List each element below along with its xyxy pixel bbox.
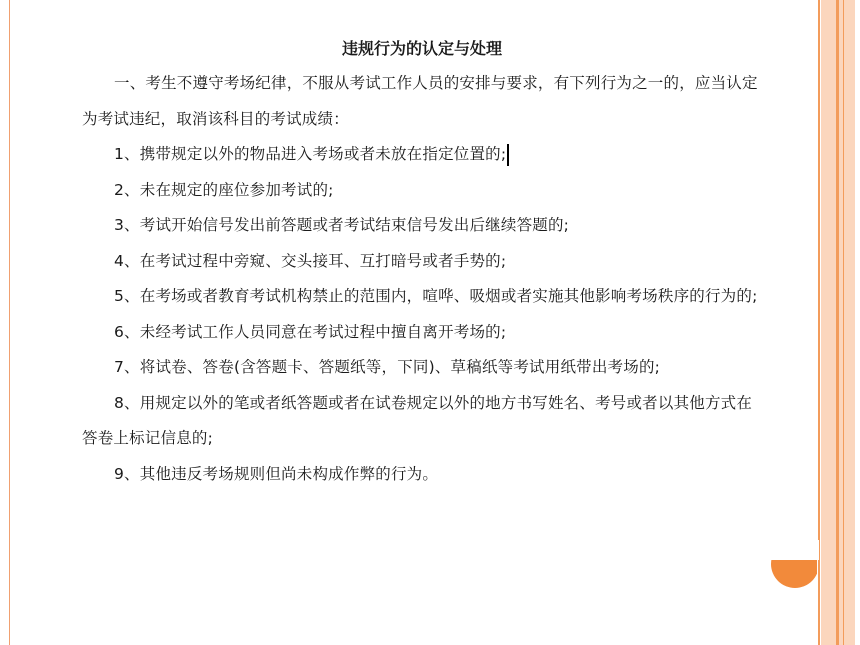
list-item: 8、用规定以外的笔或者纸答题或者在试卷规定以外的地方书写姓名、考号或者以其他方式在答卷上标记信息的; [82, 393, 753, 447]
intro-paragraph: 一、考生不遵守考场纪律，不服从考试工作人员的安排与要求，有下列行为之一的，应当认定为考试违纪，取消该科目的考试成绩： [82, 74, 758, 128]
right-bar-stripe [836, 0, 839, 645]
document-body [82, 32, 762, 492]
list-item: 5、在考场或者教育考试机构禁止的范围内，喧哗、吸烟或者实施其他影响考场秩序的行为的; [114, 287, 758, 305]
list-item: 3、考试开始信号发出前答题或者考试结束信号发出后继续答题的; [114, 216, 570, 234]
list-item: 2、未在规定的座位参加考试的; [114, 180, 334, 199]
list-item: 4、在考试过程中旁窥、交头接耳、互打暗号或者手势的; [114, 251, 507, 270]
list-item [82, 137, 762, 173]
text-cursor [507, 144, 509, 166]
list-item: 7、将试卷、答卷(含答题卡、答题纸等，下同)、草稿纸等考试用纸带出考场的; [114, 358, 661, 376]
list-item: 6、未经考试工作人员同意在考试过程中擅自离开考场的; [114, 322, 507, 341]
right-bar-stripe-thin [843, 0, 844, 645]
list-item-text: 1、携带规定以外的物品进入考场或者未放在指定位置的; [114, 145, 507, 163]
list-item: 9、其他违反考场规则但尚未构成作弊的行为。 [114, 464, 439, 483]
left-frame-line [9, 0, 10, 645]
circle-mask [771, 540, 819, 560]
document-title: 违规行为的认定与处理 [341, 39, 502, 58]
